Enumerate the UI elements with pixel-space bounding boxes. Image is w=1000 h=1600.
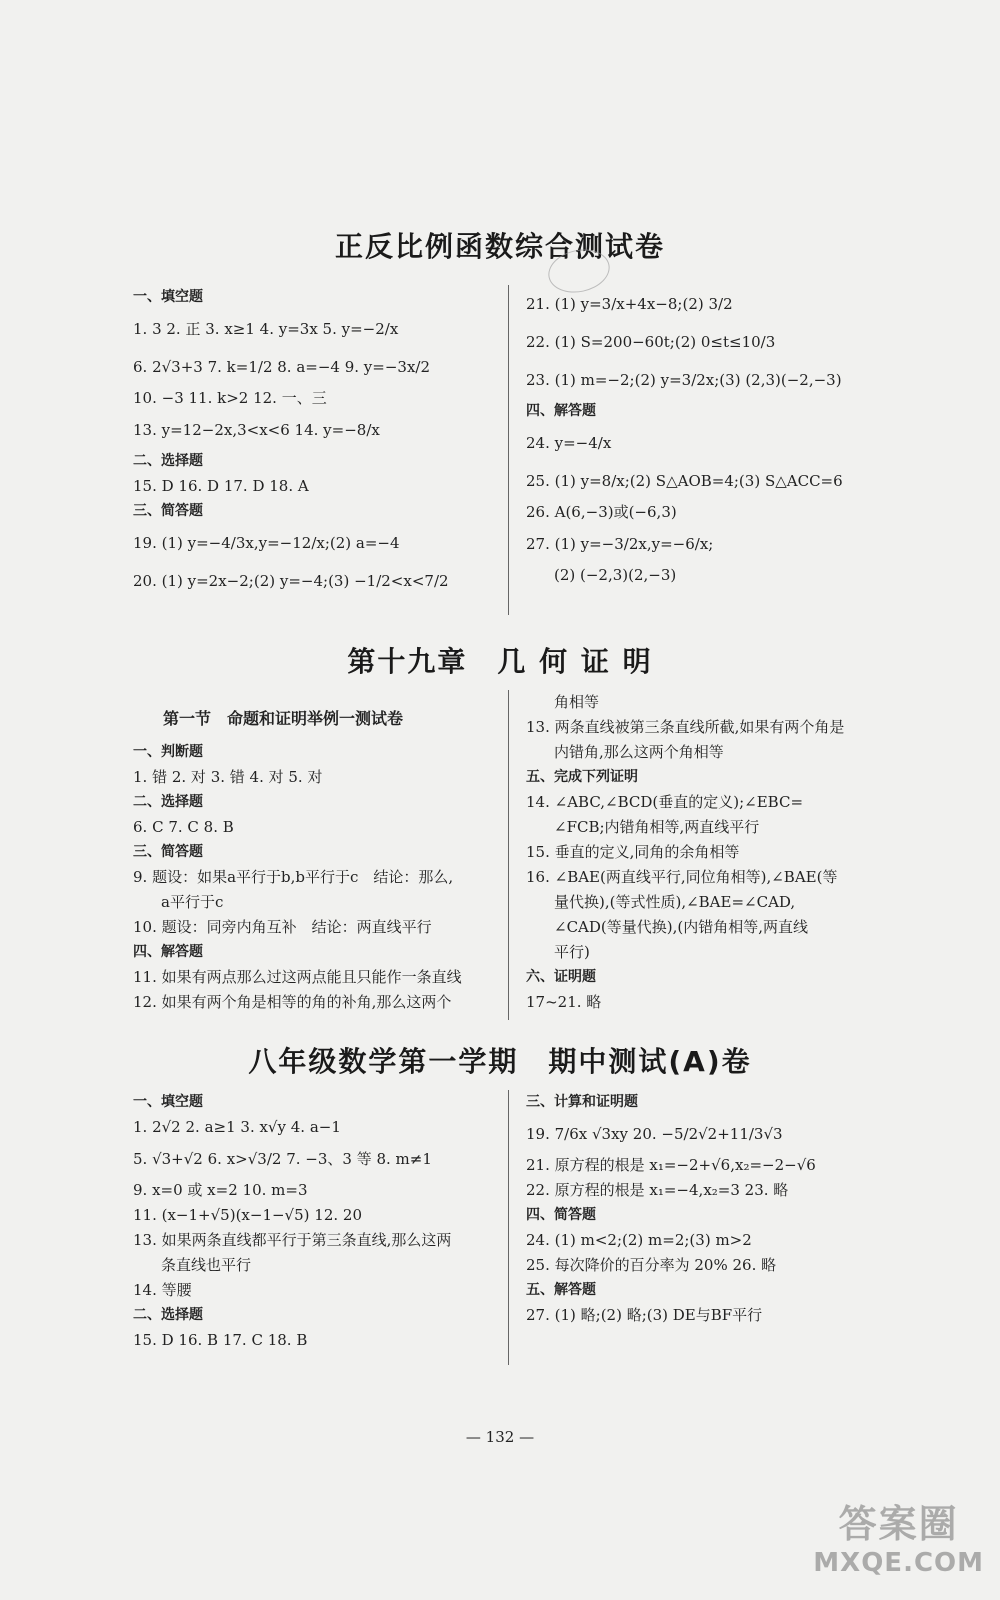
answer-line: 11. 如果有两点那么过这两点能且只能作一条直线 [133, 968, 462, 986]
section-heading: 六、证明题 [526, 969, 596, 985]
section-heading: 三、简答题 [133, 844, 203, 860]
section-heading: 五、完成下列证明 [526, 769, 638, 785]
section-heading: 四、简答题 [526, 1207, 596, 1223]
answer-line: ∠CAD(等量代换),(内错角相等,两直线 [554, 918, 808, 936]
answer-line: 25. 每次降价的百分率为 20% 26. 略 [526, 1256, 777, 1274]
section2-subtitle: 第一节 命题和证明举例一测试卷 [163, 709, 404, 728]
answer-line: 角相等 [554, 693, 600, 711]
answer-line: 量代换),(等式性质),∠BAE=∠CAD, [554, 893, 796, 911]
answer-line: 15. D 16. D 17. D 18. A [133, 477, 309, 495]
section-heading: 三、简答题 [133, 503, 203, 519]
section-heading: 一、填空题 [133, 289, 203, 305]
watermark-logo [813, 1493, 984, 1578]
answer-line: 13. 如果两条直线都平行于第三条直线,那么这两 [133, 1231, 452, 1249]
answer-line: 15. D 16. B 17. C 18. B [133, 1331, 308, 1349]
answer-line: a平行于c [161, 893, 224, 911]
section1-title: 正反比例函数综合测试卷 [334, 230, 665, 263]
answer-line: ∠FCB;内错角相等,两直线平行 [554, 818, 760, 836]
answer-line: 25. (1) y=8/x;(2) S△AOB=4;(3) S△ACC=6 [526, 472, 843, 490]
answer-line: 20. (1) y=2x−2;(2) y=−4;(3) −1/2<x<7/2 [133, 572, 449, 590]
section1-left-column [133, 285, 503, 600]
answer-line: 10. 题设：同旁内角互补 结论：两直线平行 [133, 918, 432, 936]
answer-line: 12. 如果有两个角是相等的角的补角,那么这两个 [133, 993, 452, 1011]
answer-line: 5. √3+√2 6. x>√3/2 7. −3、3 等 8. m≠1 [133, 1150, 432, 1168]
section-heading: 五、解答题 [526, 1282, 596, 1298]
answer-line: 1. 2√2 2. a≥1 3. x√y 4. a−1 [133, 1118, 341, 1136]
answer-line: 24. y=−4/x [526, 434, 612, 452]
answer-line: 23. (1) m=−2;(2) y=3/2x;(3) (2,3)(−2,−3) [526, 371, 842, 389]
answer-line: 24. (1) m<2;(2) m=2;(3) m>2 [526, 1231, 752, 1249]
answer-line: 26. A(6,−3)或(−6,3) [526, 503, 677, 521]
column-divider [508, 1090, 509, 1365]
answer-line: 内错角,那么这两个角相等 [554, 743, 724, 761]
answer-line: 14. ∠ABC,∠BCD(垂直的定义);∠EBC= [526, 793, 804, 811]
column-divider [508, 285, 509, 615]
answer-line: 27. (1) y=−3/2x,y=−6/x; [526, 535, 714, 553]
section-heading: 二、选择题 [133, 794, 203, 810]
section-heading: 三、计算和证明题 [526, 1094, 638, 1110]
section-heading: 一、填空题 [133, 1094, 203, 1110]
section3-left-column [133, 1090, 503, 1353]
section-heading: 二、选择题 [133, 1307, 203, 1323]
answer-line: 14. 等腰 [133, 1281, 192, 1299]
answer-line: 条直线也平行 [161, 1256, 252, 1274]
section3-title: 八年级数学第一学期 期中测试(A)卷 [248, 1045, 752, 1078]
answer-line: 平行) [554, 943, 590, 961]
section2-title: 第十九章 几 何 证 明 [347, 645, 653, 678]
column-divider [508, 690, 509, 1020]
answer-line: 21. 原方程的根是 x₁=−2+√6,x₂=−2−√6 [526, 1156, 816, 1174]
answer-line: 9. x=0 或 x=2 10. m=3 [133, 1181, 308, 1199]
section-heading: 二、选择题 [133, 453, 203, 469]
watermark-url: MXQE.COM [813, 1548, 984, 1578]
answer-line: 22. (1) S=200−60t;(2) 0≤t≤10/3 [526, 333, 776, 351]
section-heading: 四、解答题 [526, 403, 596, 419]
answer-line: 21. (1) y=3/x+4x−8;(2) 3/2 [526, 295, 733, 313]
answer-line: 9. 题设：如果a平行于b,b平行于c 结论：那么, [133, 868, 454, 886]
answer-line: 27. (1) 略;(2) 略;(3) DE与BF平行 [526, 1306, 763, 1324]
answer-line: 1. 错 2. 对 3. 错 4. 对 5. 对 [133, 768, 323, 786]
answer-line: 11. (x−1+√5)(x−1−√5) 12. 20 [133, 1206, 362, 1224]
answer-line: 10. −3 11. k>2 12. 一、三 [133, 389, 327, 407]
answer-line: 17~21. 略 [526, 993, 602, 1011]
page-number: — 132 — [465, 1428, 535, 1446]
answer-line: 15. 垂直的定义,同角的余角相等 [526, 843, 740, 861]
answer-line: 19. 7/6x √3xy 20. −5/2√2+11/3√3 [526, 1125, 783, 1143]
section2-left-column [133, 740, 503, 1015]
answer-line: (2) (−2,3)(2,−3) [554, 566, 677, 584]
answer-line: 19. (1) y=−4/3x,y=−12/x;(2) a=−4 [133, 534, 400, 552]
section-heading: 四、解答题 [133, 944, 203, 960]
section2-right-column [526, 690, 906, 1015]
answer-line: 6. C 7. C 8. B [133, 818, 234, 836]
watermark-text: 答案圈 [838, 1502, 959, 1546]
answer-line: 6. 2√3+3 7. k=1/2 8. a=−4 9. y=−3x/2 [133, 358, 431, 376]
answer-line: 13. 两条直线被第三条直线所截,如果有两个角是 [526, 718, 845, 736]
answer-line: 16. ∠BAE(两直线平行,同位角相等),∠BAE(等 [526, 868, 838, 886]
section-heading: 一、判断题 [133, 744, 203, 760]
section3-right-column [526, 1090, 906, 1328]
answer-line: 22. 原方程的根是 x₁=−4,x₂=3 23. 略 [526, 1181, 789, 1199]
answer-line: 13. y=12−2x,3<x<6 14. y=−8/x [133, 421, 380, 439]
answer-line: 1. 3 2. 正 3. x≥1 4. y=3x 5. y=−2/x [133, 320, 399, 338]
section1-right-column [526, 285, 906, 588]
